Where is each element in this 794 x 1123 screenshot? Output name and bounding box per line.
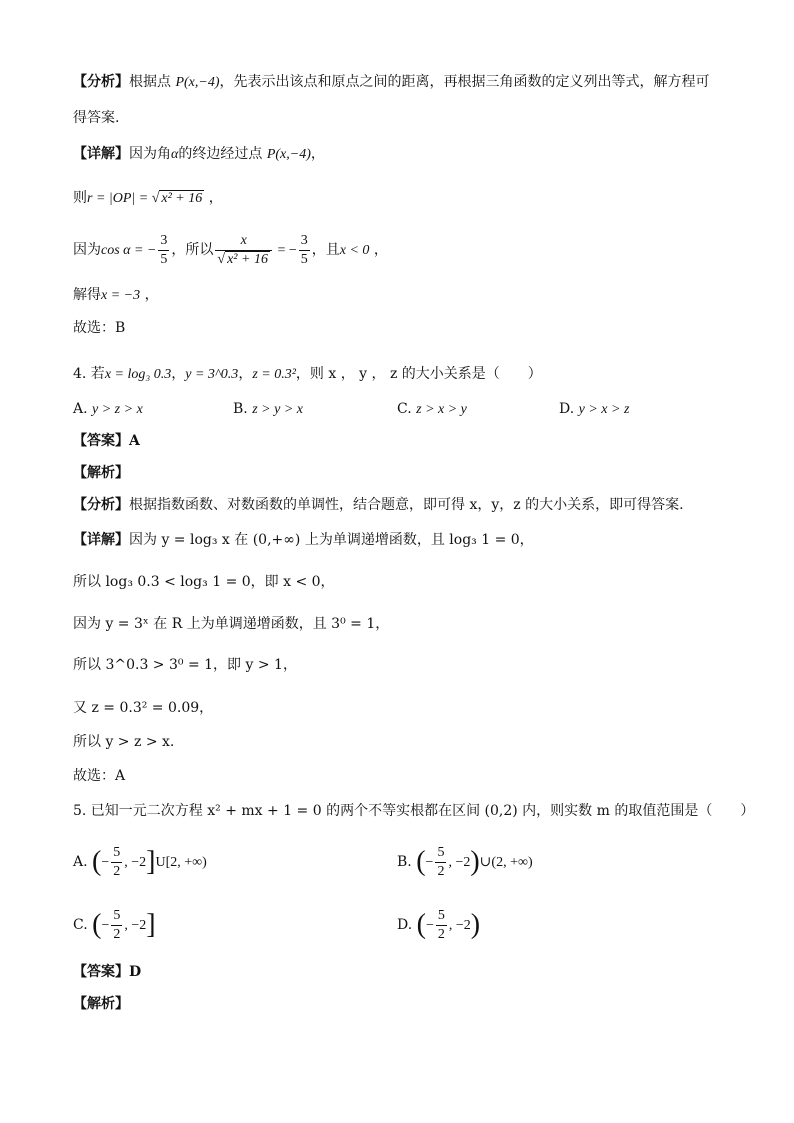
detail-text: ，且 bbox=[311, 242, 340, 258]
q3-detail-line1 bbox=[73, 144, 325, 165]
y-def: y = 3^0.3 bbox=[185, 367, 239, 382]
q4-option-d[interactable] bbox=[559, 399, 629, 420]
q5-option-c[interactable] bbox=[73, 903, 156, 948]
bracket: ] bbox=[146, 909, 156, 940]
q3-analysis-line1 bbox=[73, 72, 710, 93]
detail-text: 则 bbox=[73, 190, 87, 206]
q3-analysis-line2 bbox=[73, 108, 119, 128]
punct: ， bbox=[310, 146, 325, 162]
minus: − bbox=[101, 918, 110, 933]
fraction-3-5 bbox=[158, 232, 169, 269]
q5-jiexi: 【解析】 bbox=[73, 996, 129, 1012]
detail-text: 解得 bbox=[73, 287, 101, 303]
frac-den: 5 bbox=[300, 251, 308, 267]
bracket: ) bbox=[470, 909, 481, 940]
fraction-5-2 bbox=[111, 844, 122, 881]
detail-tag: 【详解】 bbox=[73, 532, 129, 548]
option-letter: B. bbox=[397, 854, 412, 870]
frac-num: x bbox=[215, 232, 272, 251]
option-letter: C. bbox=[397, 401, 412, 417]
minus: − bbox=[425, 855, 434, 870]
option-letter: B. bbox=[233, 401, 248, 417]
q5-option-a[interactable] bbox=[73, 840, 207, 885]
punct: ， bbox=[373, 242, 388, 258]
frac-num: 5 bbox=[111, 907, 122, 926]
option-expr: y > x > z bbox=[578, 402, 630, 417]
q5-option-d[interactable] bbox=[397, 903, 480, 948]
q4-detail-1 bbox=[73, 530, 534, 550]
bracket: ( bbox=[416, 846, 426, 877]
fraction-5-2 bbox=[111, 907, 122, 944]
minus: − bbox=[101, 855, 110, 870]
option-letter: A. bbox=[73, 854, 88, 870]
analysis-tag: 【分析】 bbox=[73, 497, 129, 513]
ineq-expr: x < 0 bbox=[339, 243, 370, 258]
option-tail: ∪(2, +∞) bbox=[479, 855, 533, 870]
cos-expr: cos α = − bbox=[101, 243, 157, 258]
detail-tag: 【详解】 bbox=[73, 146, 129, 162]
option-rest: , −2 bbox=[448, 918, 471, 933]
option-rest: , −2 bbox=[124, 918, 147, 933]
detail-text: 因为角 bbox=[129, 146, 171, 162]
q4-detail-4: 所以 3^0.3 > 3⁰ = 1，即 y > 1， bbox=[73, 657, 297, 673]
point-expr: P(x,−4) bbox=[175, 75, 220, 90]
q5-stem: 5. 已知一元二次方程 x² + mx + 1 = 0 的两个不等实根都在区间 (0,2) 内，则实数 m 的取值范围是（ ） bbox=[73, 803, 755, 819]
sqrt-expr: x² + 16 bbox=[161, 191, 203, 206]
option-tail: U[2, +∞) bbox=[155, 855, 207, 870]
punct: ， bbox=[208, 190, 223, 206]
point-expr: P(x,−4) bbox=[266, 147, 311, 162]
analysis-text: ，先表示出该点和原点之间的距离，再根据三角函数的定义列出等式，解方程可 bbox=[219, 74, 710, 90]
sqrt-expr: x² + 16 bbox=[227, 251, 268, 267]
fraction-x-sqrt bbox=[215, 232, 272, 269]
fraction-3-5 bbox=[299, 232, 310, 269]
q4-detail-5: 又 z = 0.3² = 0.09， bbox=[73, 700, 214, 716]
q4-detail-3: 因为 y = 3ˣ 在 R 上为单调递增函数，且 3⁰ = 1， bbox=[73, 616, 390, 632]
frac-den: 2 bbox=[437, 926, 445, 942]
option-letter: C. bbox=[73, 917, 88, 933]
q3-choose bbox=[73, 318, 125, 338]
bracket: ( bbox=[92, 846, 102, 877]
punct: ， bbox=[238, 366, 253, 382]
q4-detail-6: 所以 y > z > x. bbox=[73, 734, 175, 750]
bracket: ] bbox=[146, 846, 156, 877]
analysis-text: 根据点 bbox=[129, 74, 171, 90]
q4-number: 4. 若 bbox=[73, 366, 105, 382]
fraction-5-2 bbox=[436, 907, 447, 944]
frac-den: 5 bbox=[160, 251, 168, 267]
choose-text: 故选：B bbox=[73, 320, 126, 336]
z-def: z = 0.3² bbox=[252, 367, 296, 382]
q3-r-line: 则r = |OP| = √ x² + 16 ， bbox=[73, 190, 223, 206]
bracket: ) bbox=[470, 846, 480, 877]
q4-stem bbox=[73, 364, 542, 385]
q4-jiexi: 【解析】 bbox=[73, 465, 129, 481]
detail-text: 的终边经过点 bbox=[178, 146, 263, 162]
minus: − bbox=[425, 918, 434, 933]
punct: ， bbox=[171, 366, 186, 382]
punct: ， bbox=[144, 287, 159, 303]
solve-expr: x = −3 bbox=[101, 288, 141, 303]
q4-detail-2: 所以 log₃ 0.3 < log₃ 1 = 0，即 x < 0， bbox=[73, 574, 335, 590]
frac-num: 3 bbox=[299, 232, 310, 251]
equals: = − bbox=[273, 243, 297, 258]
option-expr: y > z > x bbox=[92, 402, 143, 417]
q3-solve-line bbox=[73, 285, 159, 306]
option-letter: A. bbox=[73, 401, 88, 417]
q4-analysis bbox=[73, 495, 684, 515]
q5-option-b[interactable] bbox=[397, 840, 533, 885]
r-expr: r = |OP| = bbox=[87, 191, 152, 206]
option-expr: z > y > x bbox=[252, 402, 303, 417]
analysis-text: 得答案. bbox=[73, 110, 120, 126]
q4-option-b[interactable] bbox=[233, 399, 303, 420]
option-expr: z > x > y bbox=[416, 402, 467, 417]
analysis-text: 根据指数函数、对数函数的单调性，结合题意，即可得 x，y，z 的大小关系，即可得答案. bbox=[129, 497, 684, 513]
alpha-symbol: α bbox=[171, 147, 179, 162]
frac-den: 2 bbox=[437, 863, 445, 879]
bracket: ( bbox=[92, 909, 102, 940]
frac-den: 2 bbox=[113, 863, 121, 879]
q3-cos-line bbox=[73, 230, 388, 271]
frac-den: √ x² + 16 bbox=[217, 251, 268, 267]
q4-choose: 故选：A bbox=[73, 768, 126, 784]
detail-text: 因为 y = log₃ x 在 (0,+∞) 上为单调递增函数，且 log₃ 1 = 0， bbox=[129, 532, 534, 548]
x-def: x = log₃ 0.3 bbox=[104, 367, 172, 382]
option-rest: , −2 bbox=[124, 855, 147, 870]
q4-option-c[interactable] bbox=[397, 399, 467, 420]
q4-stem-text: ，则 x ， y ， z 的大小关系是（ ） bbox=[295, 366, 542, 382]
bracket: ( bbox=[416, 909, 426, 940]
detail-text: 因为 bbox=[73, 242, 101, 258]
frac-num: 3 bbox=[158, 232, 169, 251]
q5-answer: 【答案】D bbox=[73, 964, 142, 980]
frac-den: 2 bbox=[113, 926, 121, 942]
detail-text: ，所以 bbox=[171, 242, 214, 258]
frac-num: 5 bbox=[435, 844, 446, 863]
frac-num: 5 bbox=[436, 907, 447, 926]
fraction-5-2 bbox=[435, 844, 446, 881]
q4-option-a[interactable] bbox=[73, 399, 143, 420]
option-letter: D. bbox=[397, 917, 413, 933]
option-rest: , −2 bbox=[448, 855, 471, 870]
analysis-tag: 【分析】 bbox=[73, 74, 129, 90]
q4-answer: 【答案】A bbox=[73, 433, 140, 449]
option-letter: D. bbox=[559, 401, 575, 417]
frac-num: 5 bbox=[111, 844, 122, 863]
